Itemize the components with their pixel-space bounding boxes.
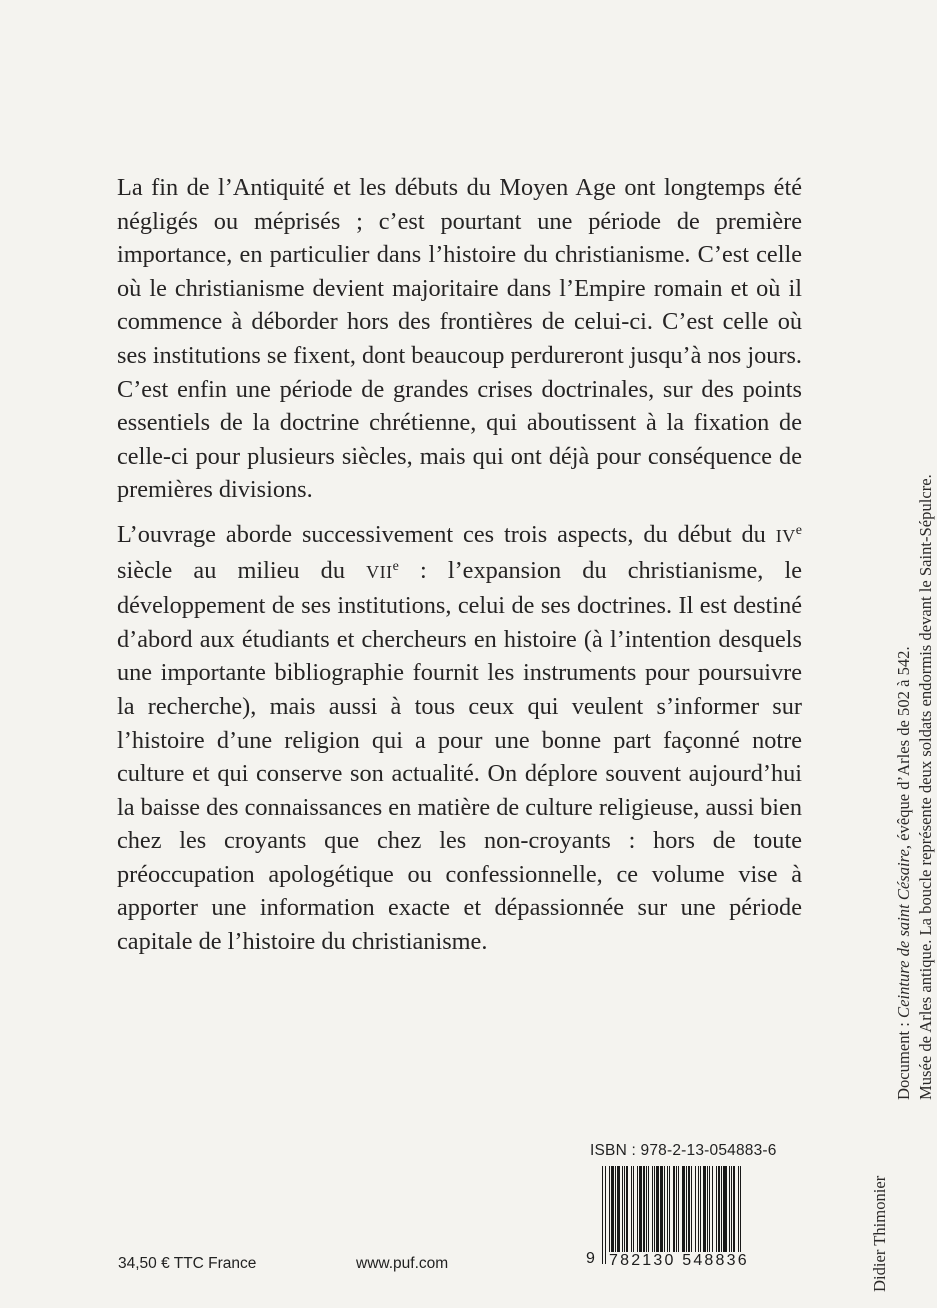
barcode-digits: 782130 548836 [609, 1252, 749, 1269]
isbn-label: ISBN : 978-2-13-054883-6 [590, 1142, 777, 1159]
century-end-sup: e [392, 558, 399, 574]
barcode [586, 1166, 786, 1284]
blurb-p2-end: : l’expansion du christianisme, le développement de ses institutions, celui de ses doctrines. Il est destiné d’abord aux étudiants et chercheurs en histoire (à l’intention desquels une importante bibliographie fournit les instruments pour poursuivre la recherche), mais aussi à tous ceux qui veulent s’informer sur l’histoire d’une religion qui a pour une bonne part façonné notre culture et qui conserve son actualité. On déplore souvent aujourd’hui la baisse des connaissances en matière de culture religieuse, aussi bien chez les croyants que chez les non-croyants : hors de toute préoccupation apologétique ou confessionnelle, ce volume vise à apporter une information exacte et dépassionnée sur une période capitale de l’histoire du christianisme. [117, 556, 802, 956]
credit-doc-rest: , évêque d’Arles de 502 à 542. [894, 646, 913, 850]
back-cover-blurb [117, 171, 802, 959]
barcode-bars [586, 1166, 802, 1262]
photo-credit-author: Didier Thimonier [870, 1175, 889, 1292]
price-label: 34,50 € TTC France [118, 1255, 257, 1272]
blurb-paragraph-2 [117, 518, 802, 959]
century-start: IV [775, 525, 796, 546]
barcode-first-digit: 9 [586, 1250, 595, 1267]
credit-doc-label: Document : [894, 1017, 913, 1100]
credit-line-2: Musée de Arles antique. La boucle représente deux soldats endormis devant le Saint-Sépulcre. [916, 474, 935, 1100]
century-start-sup: e [795, 522, 802, 538]
credit-line-1 [893, 480, 915, 1100]
barcode-gap [741, 1166, 743, 1252]
blurb-paragraph-1: La fin de l’Antiquité et les débuts du Moyen Age ont longtemps été négligés ou méprisés ; c’est pourtant une période de première importance, en particulier dans l’histoire du christianisme. C’est celle où le christianisme devient majoritaire dans l’Empire romain et où il commence à déborder hors des frontières de celui-ci. C’est celle où ses institutions se fixent, dont beaucoup perdureront jusqu’à nos jours. C’est enfin une période de grandes crises doctrinales, sur des points essentiels de la doctrine chrétienne, qui aboutissent à la fixation de celle-ci pour plusieurs siècles, mais qui ont déjà pour conséquence de premières divisions. [117, 174, 802, 504]
credit-doc-title: Ceinture de saint Césaire [894, 849, 913, 1018]
century-end: VII [366, 561, 393, 582]
blurb-p2-mid: siècle au milieu du [117, 556, 367, 584]
cover-image-credit [893, 474, 937, 1300]
blurb-p2-start: L’ouvrage aborde successivement ces trois aspects, du début du [117, 520, 776, 548]
publisher-website: www.puf.com [356, 1255, 449, 1272]
